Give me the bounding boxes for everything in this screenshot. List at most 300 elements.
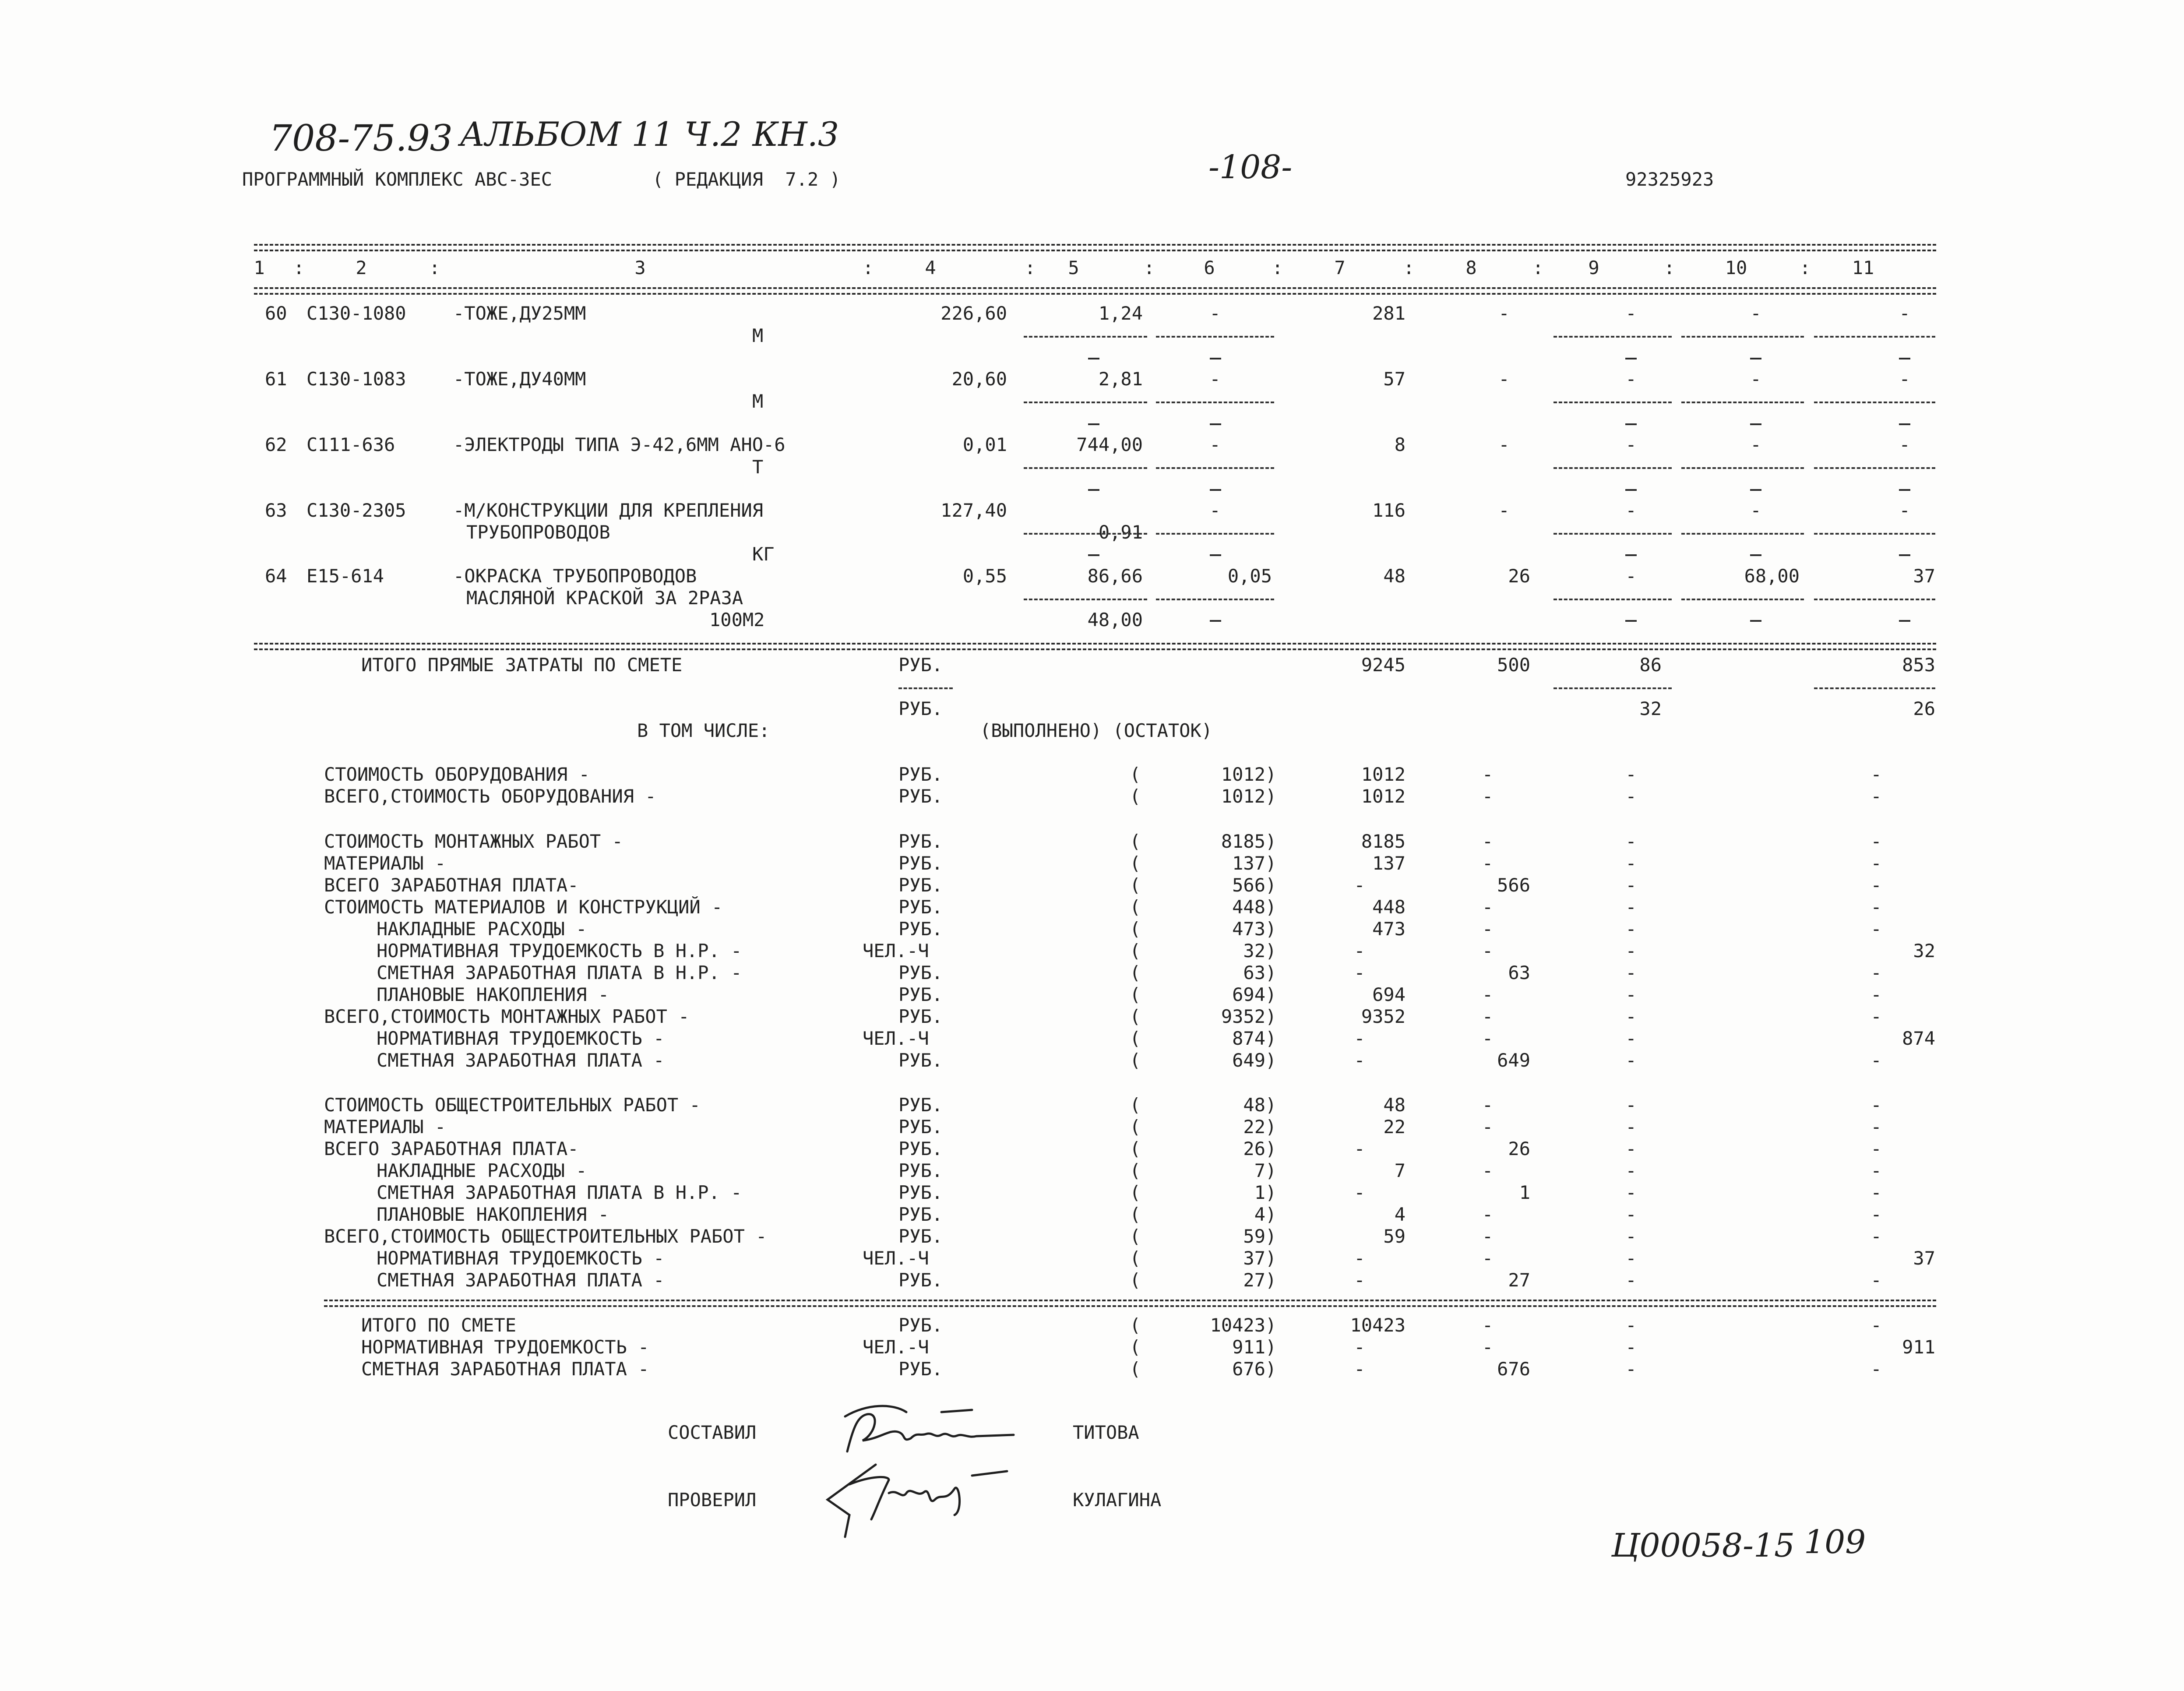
summary-c11: - [1870, 1314, 1882, 1336]
summary-c9: - [1625, 853, 1637, 874]
header-rule-bottom [254, 287, 1936, 289]
final-rule-2 [324, 1305, 1936, 1307]
compiled-name: ТИТОВА [1073, 1422, 1139, 1443]
paren-open: ( [1130, 1314, 1141, 1336]
summary-rest: 448 [1232, 896, 1265, 918]
summary-c9: - [1625, 1050, 1637, 1071]
summary-unit: РУБ. [898, 1160, 943, 1181]
divider [1681, 599, 1804, 600]
paren-open: ( [1130, 831, 1141, 852]
summary-unit: РУБ. [898, 831, 943, 852]
paren-open: ( [1130, 1269, 1141, 1291]
paren-open: ( [1130, 1226, 1141, 1247]
summary-unit: РУБ. [898, 1094, 943, 1116]
summary-rest: 63 [1243, 962, 1265, 983]
row-unit-price-alt: 48,00 [1087, 609, 1143, 631]
summary-c11: - [1870, 1226, 1882, 1247]
including-label: В ТОМ ЧИСЛЕ: [637, 720, 770, 741]
paren-close: ) [1265, 1116, 1277, 1138]
dash-mark [1088, 358, 1099, 359]
checked-signature [823, 1458, 1025, 1541]
compiled-signature [841, 1399, 1016, 1460]
dash-mark [1899, 423, 1910, 425]
summary-rest: 59 [1243, 1226, 1265, 1247]
row-quantity: 0,55 [962, 565, 1007, 587]
header-rule-bottom-2 [254, 293, 1936, 295]
summary-c9: - [1625, 1182, 1637, 1203]
paren-close: ) [1265, 896, 1277, 918]
paren-close: ) [1265, 1160, 1277, 1181]
summary-unit: РУБ. [898, 853, 943, 874]
row-c8: 26 [1508, 565, 1530, 587]
col-header: 11 [1852, 257, 1874, 278]
summary-c11: 874 [1902, 1028, 1935, 1049]
summary-rest: 649 [1232, 1050, 1265, 1071]
dash-mark [1625, 620, 1637, 622]
row-unit-price: 2,81 [1098, 368, 1143, 390]
paren-close: ) [1265, 1006, 1277, 1027]
col-header: 2 [356, 257, 367, 278]
row-code: С130-1080 [306, 303, 406, 324]
paren-close: ) [1265, 984, 1277, 1005]
divider [1814, 336, 1935, 338]
summary-c8: - [1482, 940, 1494, 962]
divider [1814, 467, 1935, 469]
row-name-cont: МАСЛЯНОЙ КРАСКОЙ ЗА 2РАЗА [466, 587, 743, 609]
row-quantity: 127,40 [941, 500, 1007, 521]
col-separator: : [1144, 257, 1155, 278]
row-unit-price: 0,91 [1098, 521, 1143, 543]
summary-unit: РУБ. [898, 1358, 943, 1380]
dash-mark [1899, 358, 1910, 359]
summary-rest: 694 [1232, 984, 1265, 1005]
col-separator: : [1025, 257, 1036, 278]
summary-rest: 676 [1232, 1358, 1265, 1380]
summary-rest: 4 [1254, 1204, 1265, 1225]
paren-close: ) [1265, 1247, 1277, 1269]
summary-rest: 1 [1254, 1182, 1265, 1203]
col-header: 7 [1334, 257, 1346, 278]
summary-c11: - [1870, 853, 1882, 874]
summary-c7: - [1354, 1247, 1365, 1269]
row-c6: 0,05 [1227, 565, 1272, 587]
summary-c9: - [1625, 1226, 1637, 1247]
row-c9: - [1625, 434, 1637, 455]
summary-rest: 1012 [1221, 764, 1265, 785]
summary-c8: - [1482, 1247, 1494, 1269]
summary-rest: 874 [1232, 1028, 1265, 1049]
row-unit: КГ [752, 543, 775, 565]
row-c11: - [1899, 500, 1910, 521]
summary-unit: ЧЕЛ.-Ч [863, 1028, 929, 1049]
row-number: 60 [265, 303, 287, 324]
direct-costs-unit: РУБ. [898, 654, 943, 676]
summary-c8: - [1482, 984, 1494, 1005]
col-separator: : [1272, 257, 1283, 278]
row-name: -ТОЖЕ,ДУ40ММ [453, 368, 586, 390]
paren-close: ) [1265, 874, 1277, 896]
paren-open: ( [1130, 1204, 1141, 1225]
summary-unit: ЧЕЛ.-Ч [863, 1247, 929, 1269]
dash-mark [1750, 620, 1761, 622]
summary-c9: - [1625, 962, 1637, 983]
summary-rest: 137 [1232, 853, 1265, 874]
paren-open: ( [1130, 874, 1141, 896]
row-total: 116 [1372, 500, 1406, 521]
summary-c7: 8185 [1361, 831, 1406, 852]
summary-c11: - [1870, 874, 1882, 896]
divider [1156, 599, 1274, 600]
summary-c11: - [1870, 1160, 1882, 1181]
summary-unit: РУБ. [898, 1050, 943, 1071]
row-name: -ЭЛЕКТРОДЫ ТИПА Э-42,6ММ АНО-6 [453, 434, 786, 455]
summary-label: НОРМАТИВНАЯ ТРУДОЕМКОСТЬ - [377, 1028, 665, 1049]
row-code: Е15-614 [306, 565, 384, 587]
bottom-code-handwritten: Ц00058-15 [1611, 1527, 1795, 1564]
row-quantity: 20,60 [951, 368, 1007, 390]
summary-rest: 7 [1254, 1160, 1265, 1181]
summary-label: НАКЛАДНЫЕ РАСХОДЫ - [377, 1160, 587, 1181]
summary-unit: РУБ. [898, 918, 943, 940]
row-c9: - [1625, 565, 1637, 587]
paren-open: ( [1130, 1138, 1141, 1159]
summary-label: СМЕТНАЯ ЗАРАБОТНАЯ ПЛАТА - [377, 1050, 665, 1071]
row-name-cont: ТРУБОПРОВОДОВ [466, 521, 610, 543]
col-header: 10 [1725, 257, 1747, 278]
summary-c9: - [1625, 1336, 1637, 1358]
dash-mark [1210, 489, 1221, 491]
paren-open: ( [1130, 918, 1141, 940]
summary-c7: - [1354, 1269, 1365, 1291]
paren-open: ( [1130, 896, 1141, 918]
summary-unit: РУБ. [898, 786, 943, 807]
summary-c9: - [1625, 1006, 1637, 1027]
paren-open: ( [1130, 786, 1141, 807]
row-c11: - [1899, 368, 1910, 390]
summary-c11: - [1870, 1269, 1882, 1291]
summary-c9: - [1625, 764, 1637, 785]
summary-c9: - [1625, 1314, 1637, 1336]
dash-mark [1750, 358, 1761, 359]
summary-c9: - [1625, 984, 1637, 1005]
summary-label: СМЕТНАЯ ЗАРАБОТНАЯ ПЛАТА В Н.Р. - [377, 1182, 742, 1203]
row-unit-price: 744,00 [1076, 434, 1143, 455]
paren-open: ( [1130, 1094, 1141, 1116]
col-header: 5 [1068, 257, 1079, 278]
summary-c9: - [1625, 786, 1637, 807]
dash-mark [1750, 423, 1761, 425]
row-c9: - [1625, 303, 1637, 324]
summary-c7: - [1354, 1050, 1365, 1071]
summary-unit: РУБ. [898, 1314, 943, 1336]
row-c8: - [1498, 434, 1510, 455]
summary-c9: - [1625, 1028, 1637, 1049]
summary-c7: 1012 [1361, 764, 1406, 785]
compiled-label: СОСТАВИЛ [668, 1422, 757, 1443]
summary-c8: 676 [1497, 1358, 1530, 1380]
summary-c9: - [1625, 1116, 1637, 1138]
summary-c8: - [1482, 896, 1494, 918]
row-c9: - [1625, 368, 1637, 390]
divider [1681, 533, 1804, 535]
dash-mark [1088, 554, 1099, 556]
paren-close: ) [1265, 853, 1277, 874]
dash-mark [1750, 489, 1761, 491]
paren-open: ( [1130, 962, 1141, 983]
paren-open: ( [1130, 1358, 1141, 1380]
divider [1814, 402, 1935, 403]
summary-c7: - [1354, 1138, 1365, 1159]
row-c11: - [1899, 434, 1910, 455]
summary-c7: 7 [1394, 1160, 1406, 1181]
divider [1681, 467, 1804, 469]
dash-mark [1899, 620, 1910, 622]
divider [1681, 402, 1804, 403]
summary-c11: - [1870, 1138, 1882, 1159]
summary-c9: - [1625, 1138, 1637, 1159]
col-header: 4 [925, 257, 936, 278]
paren-close: ) [1265, 1314, 1277, 1336]
dash-mark [1210, 554, 1221, 556]
album-ref-handwritten: 708-75.93 [269, 118, 453, 159]
col-separator: : [863, 257, 874, 278]
summary-c7: 48 [1383, 1094, 1406, 1116]
summary-c9: - [1625, 874, 1637, 896]
row-c9: - [1625, 500, 1637, 521]
col-separator: : [1403, 257, 1415, 278]
dash-mark [1899, 554, 1910, 556]
dash-mark [1088, 423, 1099, 425]
divider [1553, 533, 1672, 535]
summary-c8: - [1482, 853, 1494, 874]
paren-close: ) [1265, 1028, 1277, 1049]
summary-c11: - [1870, 896, 1882, 918]
summary-c7: 1012 [1361, 786, 1406, 807]
row-c6: - [1209, 368, 1221, 390]
row-unit-price: 1,24 [1098, 303, 1143, 324]
summary-c8: - [1482, 1160, 1494, 1181]
row-c10: - [1750, 303, 1761, 324]
divider [1024, 467, 1147, 469]
summary-label: СТОИМОСТЬ ОБОРУДОВАНИЯ - [324, 764, 590, 785]
paren-open: ( [1130, 1247, 1141, 1269]
paren-open: ( [1130, 1182, 1141, 1203]
summary-label: МАТЕРИАЛЫ - [324, 853, 446, 874]
summary-c11: - [1870, 1006, 1882, 1027]
paren-close: ) [1265, 940, 1277, 962]
paren-open: ( [1130, 1160, 1141, 1181]
summary-c11: - [1870, 1094, 1882, 1116]
paren-open: ( [1130, 984, 1141, 1005]
divider [1681, 336, 1804, 338]
row-c8: - [1498, 303, 1510, 324]
summary-c9: - [1625, 831, 1637, 852]
summary-label: СМЕТНАЯ ЗАРАБОТНАЯ ПЛАТА - [377, 1269, 665, 1291]
summary-unit: РУБ. [898, 1182, 943, 1203]
dash-mark [1625, 423, 1637, 425]
summary-rest: 473 [1232, 918, 1265, 940]
summary-unit: РУБ. [898, 984, 943, 1005]
paren-close: ) [1265, 764, 1277, 785]
checked-label: ПРОВЕРИЛ [668, 1489, 757, 1511]
summary-c8: - [1482, 1094, 1494, 1116]
row-name: -ТОЖЕ,ДУ25ММ [453, 303, 586, 324]
summary-unit: РУБ. [898, 1006, 943, 1027]
row-c6: - [1209, 303, 1221, 324]
summary-c7: 4 [1394, 1204, 1406, 1225]
row-c6: - [1209, 500, 1221, 521]
summary-c7: 59 [1383, 1226, 1406, 1247]
paren-close: ) [1265, 1138, 1277, 1159]
divider [898, 687, 953, 689]
summary-c7: - [1354, 962, 1365, 983]
section-rule-2 [254, 648, 1936, 650]
summary-label: ИТОГО ПО СМЕТЕ [361, 1314, 517, 1336]
summary-c9: - [1625, 1204, 1637, 1225]
summary-c8: - [1482, 1006, 1494, 1027]
summary-c11: - [1870, 1204, 1882, 1225]
row-c10: - [1750, 500, 1761, 521]
doc-number: 92325923 [1625, 169, 1714, 190]
summary-unit: РУБ. [898, 896, 943, 918]
row-quantity: 226,60 [941, 303, 1007, 324]
dash-mark [1625, 358, 1637, 359]
divider [1814, 599, 1935, 600]
divider [1814, 533, 1935, 535]
direct-costs-c9: 86 [1639, 654, 1662, 676]
summary-unit: РУБ. [898, 764, 943, 785]
divider [1024, 533, 1147, 535]
dash-mark [1899, 489, 1910, 491]
page-number-handwritten: -108- [1208, 148, 1293, 186]
paren-close: ) [1265, 831, 1277, 852]
summary-c11: 32 [1913, 940, 1935, 962]
summary-c8: 63 [1508, 962, 1530, 983]
summary-label: ПЛАНОВЫЕ НАКОПЛЕНИЯ - [377, 1204, 609, 1225]
paren-open: ( [1130, 940, 1141, 962]
summary-label: СТОИМОСТЬ ОБЩЕСТРОИТЕЛЬНЫХ РАБОТ - [324, 1094, 701, 1116]
direct-costs-c9b: 32 [1639, 698, 1662, 719]
divider [1024, 336, 1147, 338]
summary-c11: - [1870, 962, 1882, 983]
direct-costs-c8: 500 [1497, 654, 1530, 676]
row-unit: Т [752, 456, 764, 478]
summary-rest: 27 [1243, 1269, 1265, 1291]
paren-close: ) [1265, 1336, 1277, 1358]
divider [1814, 687, 1935, 689]
paren-close: ) [1265, 962, 1277, 983]
summary-c7: - [1354, 874, 1365, 896]
col-header: 8 [1465, 257, 1477, 278]
program-edition: ( РЕДАКЦИЯ 7.2 ) [652, 169, 841, 190]
row-quantity: 0,01 [962, 434, 1007, 455]
summary-c11: - [1870, 1050, 1882, 1071]
program-title: ПРОГРАММНЫЙ КОМПЛЕКС АВС-3ЕС [242, 169, 553, 190]
summary-c11: 37 [1913, 1247, 1935, 1269]
summary-label: ВСЕГО,СТОИМОСТЬ ОБЩЕСТРОИТЕЛЬНЫХ РАБОТ - [324, 1226, 767, 1247]
row-total: 48 [1383, 565, 1406, 587]
summary-c7: - [1354, 940, 1365, 962]
section-rule [254, 643, 1936, 645]
summary-rest: 26 [1243, 1138, 1265, 1159]
paren-close: ) [1265, 1358, 1277, 1380]
summary-unit: ЧЕЛ.-Ч [863, 940, 929, 962]
paren-close: ) [1265, 918, 1277, 940]
summary-c7: 9352 [1361, 1006, 1406, 1027]
divider [1156, 336, 1274, 338]
summary-rest: 8185 [1221, 831, 1265, 852]
row-unit: М [752, 325, 764, 346]
summary-label: ВСЕГО,СТОИМОСТЬ МОНТАЖНЫХ РАБОТ - [324, 1006, 690, 1027]
paren-open: ( [1130, 1336, 1141, 1358]
summary-rest: 22 [1243, 1116, 1265, 1138]
summary-c11: - [1870, 1116, 1882, 1138]
summary-rest: 37 [1243, 1247, 1265, 1269]
dash-mark [1210, 358, 1221, 359]
summary-c7: 22 [1383, 1116, 1406, 1138]
summary-c8: - [1482, 918, 1494, 940]
row-number: 61 [265, 368, 287, 390]
summary-c8: 1 [1519, 1182, 1530, 1203]
summary-rest: 1012 [1221, 786, 1265, 807]
summary-c9: - [1625, 1269, 1637, 1291]
summary-c7: 694 [1372, 984, 1406, 1005]
paren-close: ) [1265, 1050, 1277, 1071]
paren-close: ) [1265, 786, 1277, 807]
summary-c9: - [1625, 1247, 1637, 1269]
row-c11: 37 [1913, 565, 1935, 587]
summary-label: СМЕТНАЯ ЗАРАБОТНАЯ ПЛАТА - [361, 1358, 649, 1380]
summary-c7: 137 [1372, 853, 1406, 874]
summary-c7: - [1354, 1358, 1365, 1380]
paren-close: ) [1265, 1269, 1277, 1291]
header-rule-top [254, 244, 1936, 246]
summary-label: НОРМАТИВНАЯ ТРУДОЕМКОСТЬ - [361, 1336, 649, 1358]
col-separator: : [1532, 257, 1544, 278]
bottom-page-handwritten: 109 [1804, 1523, 1866, 1561]
summary-c8: 26 [1508, 1138, 1530, 1159]
summary-c8: - [1482, 1028, 1494, 1049]
paren-close: ) [1265, 1226, 1277, 1247]
summary-c11: - [1870, 984, 1882, 1005]
row-code: С130-1083 [306, 368, 406, 390]
summary-unit: РУБ. [898, 1226, 943, 1247]
summary-c11: - [1870, 786, 1882, 807]
summary-rest: 32 [1243, 940, 1265, 962]
summary-c8: - [1482, 1336, 1494, 1358]
dash-mark [1625, 554, 1637, 556]
direct-costs-total: 9245 [1361, 654, 1406, 676]
summary-c11: - [1870, 764, 1882, 785]
summary-c9: - [1625, 918, 1637, 940]
divider [1156, 533, 1274, 535]
summary-label: НОРМАТИВНАЯ ТРУДОЕМКОСТЬ - [377, 1247, 665, 1269]
summary-label: ПЛАНОВЫЕ НАКОПЛЕНИЯ - [377, 984, 609, 1005]
summary-c11: - [1870, 918, 1882, 940]
col-header: 3 [634, 257, 646, 278]
dash-mark [1210, 423, 1221, 425]
header-rule-top-2 [254, 250, 1936, 251]
summary-c8: - [1482, 786, 1494, 807]
summary-label: ВСЕГО ЗАРАБОТНАЯ ПЛАТА- [324, 874, 579, 896]
row-c10: - [1750, 368, 1761, 390]
row-c8: - [1498, 500, 1510, 521]
row-c10: 68,00 [1744, 565, 1800, 587]
row-code: С111-636 [306, 434, 395, 455]
summary-c8: - [1482, 1116, 1494, 1138]
summary-unit: ЧЕЛ.-Ч [863, 1336, 929, 1358]
dash-mark [1625, 489, 1637, 491]
